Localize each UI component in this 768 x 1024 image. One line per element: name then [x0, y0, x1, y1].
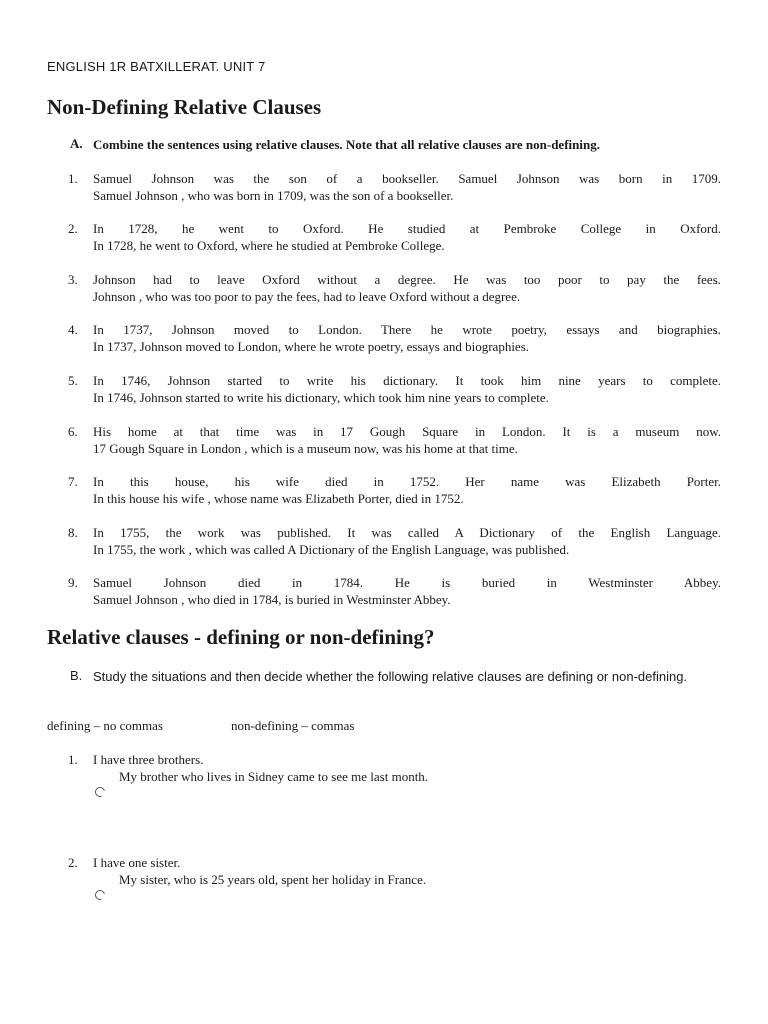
item-number: 9.	[68, 575, 78, 590]
item-answer: In 1728, he went to Oxford, where he studied at Pembroke College.	[93, 238, 445, 253]
item-number: 7.	[68, 474, 78, 489]
section-b-label: B.	[70, 668, 83, 683]
situation-sentence: My sister, who is 25 years old, spent her holiday in France.	[119, 872, 427, 887]
item-number: 2.	[68, 221, 78, 236]
situation-context: I have three brothers.	[93, 752, 204, 767]
situation-sentence: My brother who lives in Sidney came to see me last month.	[119, 769, 429, 784]
section-b-instruction: Study the situations and then decide whether the following relative clauses are defining or non-defining.	[93, 669, 688, 684]
item-answer: Johnson , who was too poor to pay the fees, had to leave Oxford without a degree.	[93, 289, 521, 304]
item-number: 4.	[68, 322, 78, 337]
item-number: 3.	[68, 272, 78, 287]
item-question: Samuel Johnson was the son of a bookseller. Samuel Johnson was born in 1709.	[93, 171, 721, 186]
answer-radio-icon[interactable]	[93, 785, 107, 799]
item-question: Samuel Johnson died in 1784. He is buried in Westminster Abbey.	[93, 575, 721, 590]
item-answer: In this house his wife , whose name was Elizabeth Porter, died in 1752.	[93, 491, 464, 506]
item-question: In 1737, Johnson moved to London. There he wrote poetry, essays and biographies.	[93, 322, 721, 337]
item-question: In 1755, the work was published. It was called A Dictionary of the English Language.	[93, 525, 721, 540]
item-number: 1.	[68, 171, 78, 186]
legend-defining: defining – no commas	[47, 718, 163, 733]
section-b-title: Relative clauses - defining or non-defining?	[47, 625, 435, 649]
section-a-instruction: Combine the sentences using relative clauses. Note that all relative clauses are non-defining.	[93, 137, 600, 152]
item-answer: In 1755, the work , which was called A Dictionary of the English Language, was published.	[93, 542, 570, 557]
item-number: 6.	[68, 424, 78, 439]
item-number: 8.	[68, 525, 78, 540]
item-answer: 17 Gough Square in London , which is a museum now, was his home at that time.	[93, 441, 518, 456]
item-number: 2.	[68, 855, 78, 870]
item-question: In 1728, he went to Oxford. He studied at Pembroke College in Oxford.	[93, 221, 721, 236]
section-a-title: Non-Defining Relative Clauses	[47, 95, 322, 119]
item-number: 1.	[68, 752, 78, 767]
situation-context: I have one sister.	[93, 855, 181, 870]
item-answer: In 1737, Johnson moved to London, where he wrote poetry, essays and biographies.	[93, 339, 530, 354]
section-a-label: A.	[70, 136, 83, 151]
item-answer: In 1746, Johnson started to write his dictionary, which took him nine years to complete.	[93, 390, 549, 405]
item-number: 5.	[68, 373, 78, 388]
answer-radio-icon[interactable]	[93, 888, 107, 902]
item-question: His home at that time was in 17 Gough Square in London. It is a museum now.	[93, 424, 721, 439]
worksheet-header: ENGLISH 1R BATXILLERAT. UNIT 7	[47, 59, 266, 74]
item-question: Johnson had to leave Oxford without a degree. He was too poor to pay the fees.	[93, 272, 721, 287]
item-answer: Samuel Johnson , who was born in 1709, was the son of a bookseller.	[93, 188, 454, 203]
item-question: In this house, his wife died in 1752. Her name was Elizabeth Porter.	[93, 474, 721, 489]
legend-non-defining: non-defining – commas	[231, 718, 355, 733]
item-answer: Samuel Johnson , who died in 1784, is buried in Westminster Abbey.	[93, 592, 451, 607]
item-question: In 1746, Johnson started to write his dictionary. It took him nine years to complete.	[93, 373, 721, 388]
